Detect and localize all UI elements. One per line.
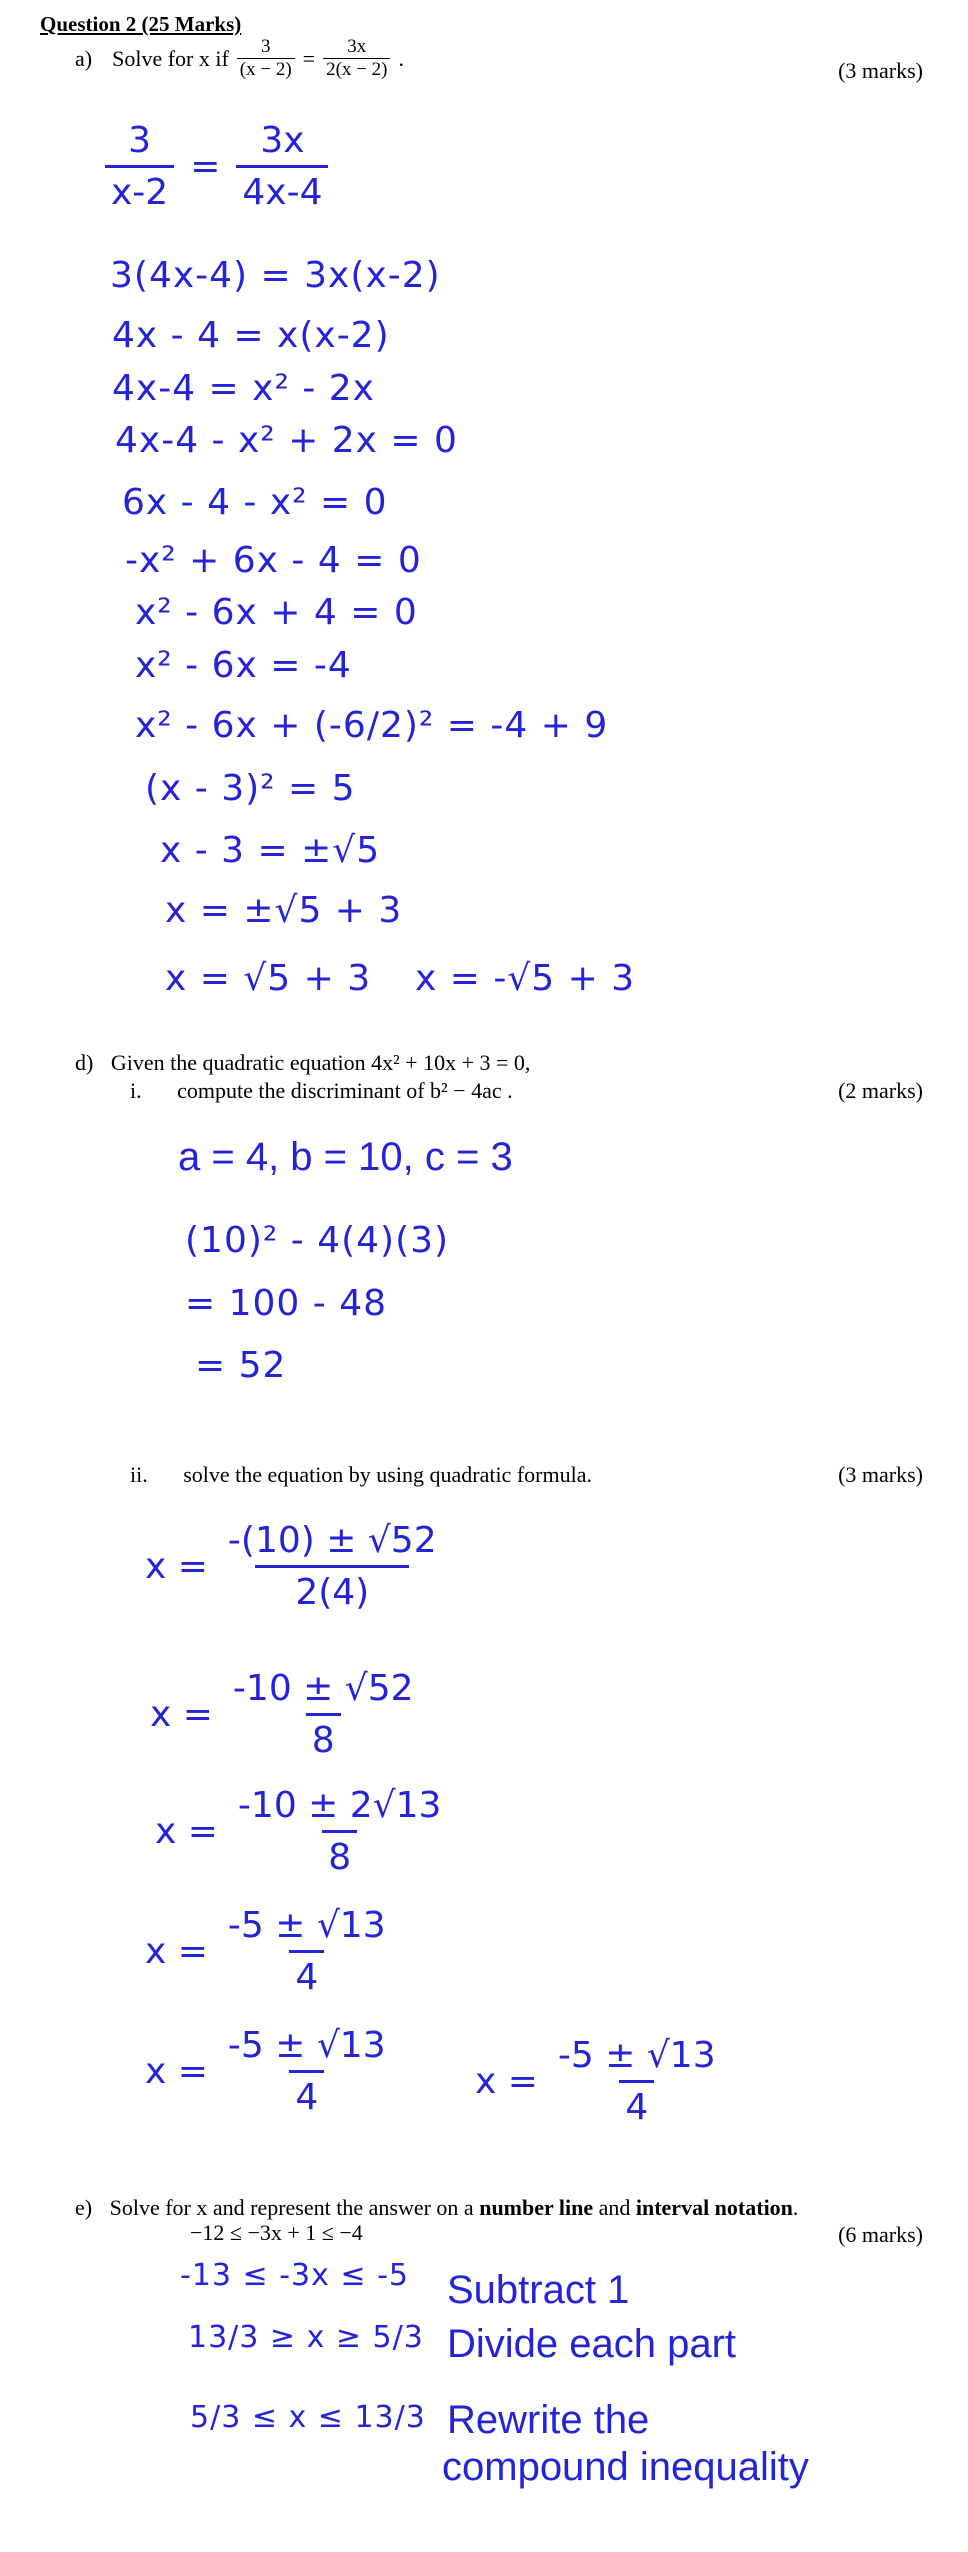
work-rhs-num: 3x [260, 120, 305, 161]
part-d-i-coefficients: a = 4, b = 10, c = 3 [178, 1135, 513, 1179]
step-den: 4 [289, 2070, 324, 2118]
part-d-ii-final [475, 2035, 722, 2128]
step-num: -5 ± √13 [227, 1905, 386, 1946]
part-a-line: x = ±√5 + 3 [165, 890, 403, 931]
part-a-rhs-den: 2(x − 2) [323, 58, 390, 81]
part-a-line: 6x - 4 - x² = 0 [122, 482, 388, 523]
part-d-prompt [75, 1050, 530, 1076]
part-a-answer-1: x = √5 + 3 [165, 958, 372, 999]
part-d-ii-prompt [130, 1462, 592, 1488]
step-num: -10 ± 2√13 [237, 1785, 442, 1826]
part-e-line-3: 5/3 ≤ x ≤ 13/3 [190, 2400, 426, 2435]
part-a-line: x² - 6x + (-6/2)² = -4 + 9 [135, 705, 609, 746]
part-a-rhs-num: 3x [347, 36, 367, 57]
part-e-text-end: . [792, 2195, 799, 2220]
part-d-i-line: = 52 [195, 1345, 287, 1386]
part-d-ii-step [145, 1520, 443, 1613]
part-e-line-1: -13 ≤ -3x ≤ -5 [180, 2258, 409, 2293]
step-den: 2(4) [255, 1565, 409, 1613]
work-lhs-fraction [105, 120, 174, 213]
part-d-ii-step [145, 1905, 392, 1998]
part-d-i-prompt [130, 1078, 513, 1104]
part-d-i-line: (10)² - 4(4)(3) [185, 1220, 450, 1261]
part-e-note-1: Subtract 1 [447, 2268, 630, 2312]
work-rhs-den: 4x-4 [236, 165, 328, 213]
step-fraction [222, 1520, 443, 1613]
part-a-line: 4x-4 = x² - 2x [112, 368, 375, 409]
part-d-i-text: compute the discriminant of b² − 4ac . [177, 1078, 513, 1103]
step-fraction [232, 1785, 448, 1878]
step-den: 8 [322, 1830, 357, 1878]
final-lhs: x = [475, 2061, 538, 2102]
step-fraction [222, 1905, 392, 1998]
step-lhs: x = [150, 1694, 213, 1735]
part-d-i-line: = 100 - 48 [185, 1283, 388, 1324]
part-a-lhs-num: 3 [260, 36, 271, 57]
part-d-label: d) [75, 1050, 94, 1075]
part-e-marks: (6 marks) [838, 2222, 923, 2247]
part-e-inequality: −12 ≤ −3x + 1 ≤ −4 [190, 2220, 363, 2245]
step-num: -(10) ± √52 [227, 1520, 437, 1561]
final-num: -5 ± √13 [557, 2035, 716, 2076]
final-den: 4 [619, 2080, 654, 2128]
step-fraction [227, 1668, 420, 1761]
part-d-ii-step [155, 1785, 447, 1878]
step-den: 8 [306, 1713, 341, 1761]
part-d-ii-marks: (3 marks) [838, 1462, 923, 1487]
step-den: 4 [289, 1950, 324, 1998]
part-a-text: Solve for x if [112, 45, 229, 71]
step-lhs: x = [155, 1811, 218, 1852]
part-a-line: 4x - 4 = x(x-2) [112, 315, 390, 356]
part-a-line: x² - 6x = -4 [135, 645, 352, 686]
part-a-rhs-fraction [323, 36, 390, 81]
part-e-prompt [75, 2195, 798, 2221]
part-d-ii-label: ii. [130, 1462, 148, 1487]
part-a-marks: (3 marks) [838, 58, 923, 83]
part-d-i-marks: (2 marks) [838, 1078, 923, 1103]
part-e-bold-interval: interval notation [635, 2195, 793, 2220]
part-a-line: x² - 6x + 4 = 0 [135, 592, 418, 633]
final-fraction [552, 2035, 722, 2128]
part-a-answer-2: x = -√5 + 3 [415, 958, 636, 999]
step-fraction [222, 2025, 392, 2118]
part-d-text: Given the quadratic equation 4x² + 10x + 3 = 0, [110, 1050, 531, 1075]
part-e-bold-number-line: number line [479, 2195, 594, 2220]
part-a-work-fraction: $\frac{3}{x-2}$ = $\frac{3x}{4x-4}$ [105, 120, 328, 213]
step-lhs: x = [145, 2051, 208, 2092]
part-a-lhs-fraction [237, 36, 295, 81]
work-rhs-fraction [236, 120, 328, 213]
part-a-line: x - 3 = ±√5 [160, 830, 381, 871]
part-d-i-label: i. [130, 1078, 142, 1103]
part-a-line: (x - 3)² = 5 [145, 768, 356, 809]
step-lhs: x = [145, 1931, 208, 1972]
work-lhs-den: x-2 [105, 165, 174, 213]
part-a-line: -x² + 6x - 4 = 0 [125, 540, 422, 581]
part-a-line: 3(4x-4) = 3x(x-2) [110, 255, 441, 296]
part-a-label: a) [75, 45, 93, 71]
part-e-text-mid: and [593, 2195, 636, 2220]
part-a-lhs-den: (x − 2) [237, 58, 295, 81]
part-a-prompt: a) Solve for x if $\frac{3}{(x - 2)}$ = $\frac{3x}{2(x - 2)}$ . [75, 36, 404, 80]
part-d-ii-step [150, 1668, 420, 1761]
step-lhs: x = [145, 1546, 208, 1587]
part-e-line-2: 13/3 ≥ x ≥ 5/3 [188, 2320, 424, 2355]
step-num: -5 ± √13 [227, 2025, 386, 2066]
part-a-line: 4x-4 - x² + 2x = 0 [115, 420, 458, 461]
part-d-ii-step [145, 2025, 392, 2118]
step-num: -10 ± √52 [232, 1668, 414, 1709]
part-e-note-3a: Rewrite the [447, 2398, 650, 2442]
part-d-ii-text: solve the equation by using quadratic formula. [183, 1462, 592, 1487]
part-e-text-start: Solve for x and represent the answer on a [109, 2195, 480, 2220]
work-lhs-num: 3 [128, 120, 152, 161]
part-e-note-3b: compound inequality [442, 2445, 809, 2489]
question-heading: Question 2 (25 Marks) [40, 12, 242, 36]
part-e-label: e) [75, 2195, 93, 2220]
part-e-note-2: Divide each part [447, 2322, 737, 2366]
